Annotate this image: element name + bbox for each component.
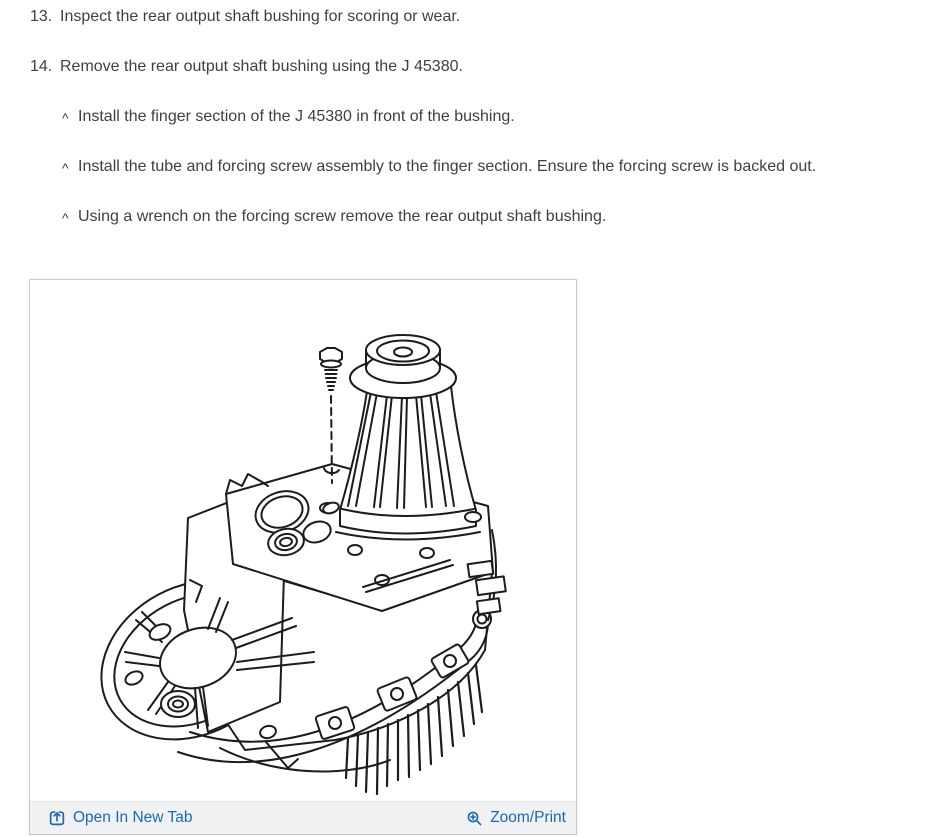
substep-text: Using a wrench on the forcing screw remove the rear output shaft bushing. <box>78 208 607 225</box>
step-number: 13. <box>30 8 53 25</box>
substep-text: Install the tube and forcing screw assembly to the finger section. Ensure the forcing screw is backed out. <box>78 158 817 175</box>
substep-text: Install the finger section of the J 45380 in front of the bushing. <box>78 108 515 125</box>
magnifier-plus-icon <box>466 810 483 827</box>
caret-marker: ^ <box>62 160 69 176</box>
step-item-14 <box>30 57 463 77</box>
figure-panel <box>29 279 577 835</box>
step-item-13 <box>30 7 460 27</box>
open-in-new-tab-link[interactable] <box>48 809 192 827</box>
zoom-print-label: Zoom/Print <box>490 809 566 826</box>
transfer-case-drawing <box>30 280 576 801</box>
substep-item <box>62 107 515 128</box>
technical-illustration <box>30 280 576 801</box>
caret-marker: ^ <box>62 210 69 226</box>
step-text: Remove the rear output shaft bushing using the J 45380. <box>60 58 463 75</box>
substep-item <box>62 207 606 228</box>
zoom-print-link[interactable] <box>466 809 566 827</box>
open-in-new-tab-label: Open In New Tab <box>73 809 193 826</box>
substep-item <box>62 157 816 178</box>
step-number: 14. <box>30 58 53 75</box>
step-text: Inspect the rear output shaft bushing for scoring or wear. <box>60 8 461 25</box>
figure-toolbar <box>30 801 576 834</box>
bolt-illustration <box>320 348 342 483</box>
open-in-new-tab-icon <box>48 809 66 827</box>
caret-marker: ^ <box>62 110 69 126</box>
